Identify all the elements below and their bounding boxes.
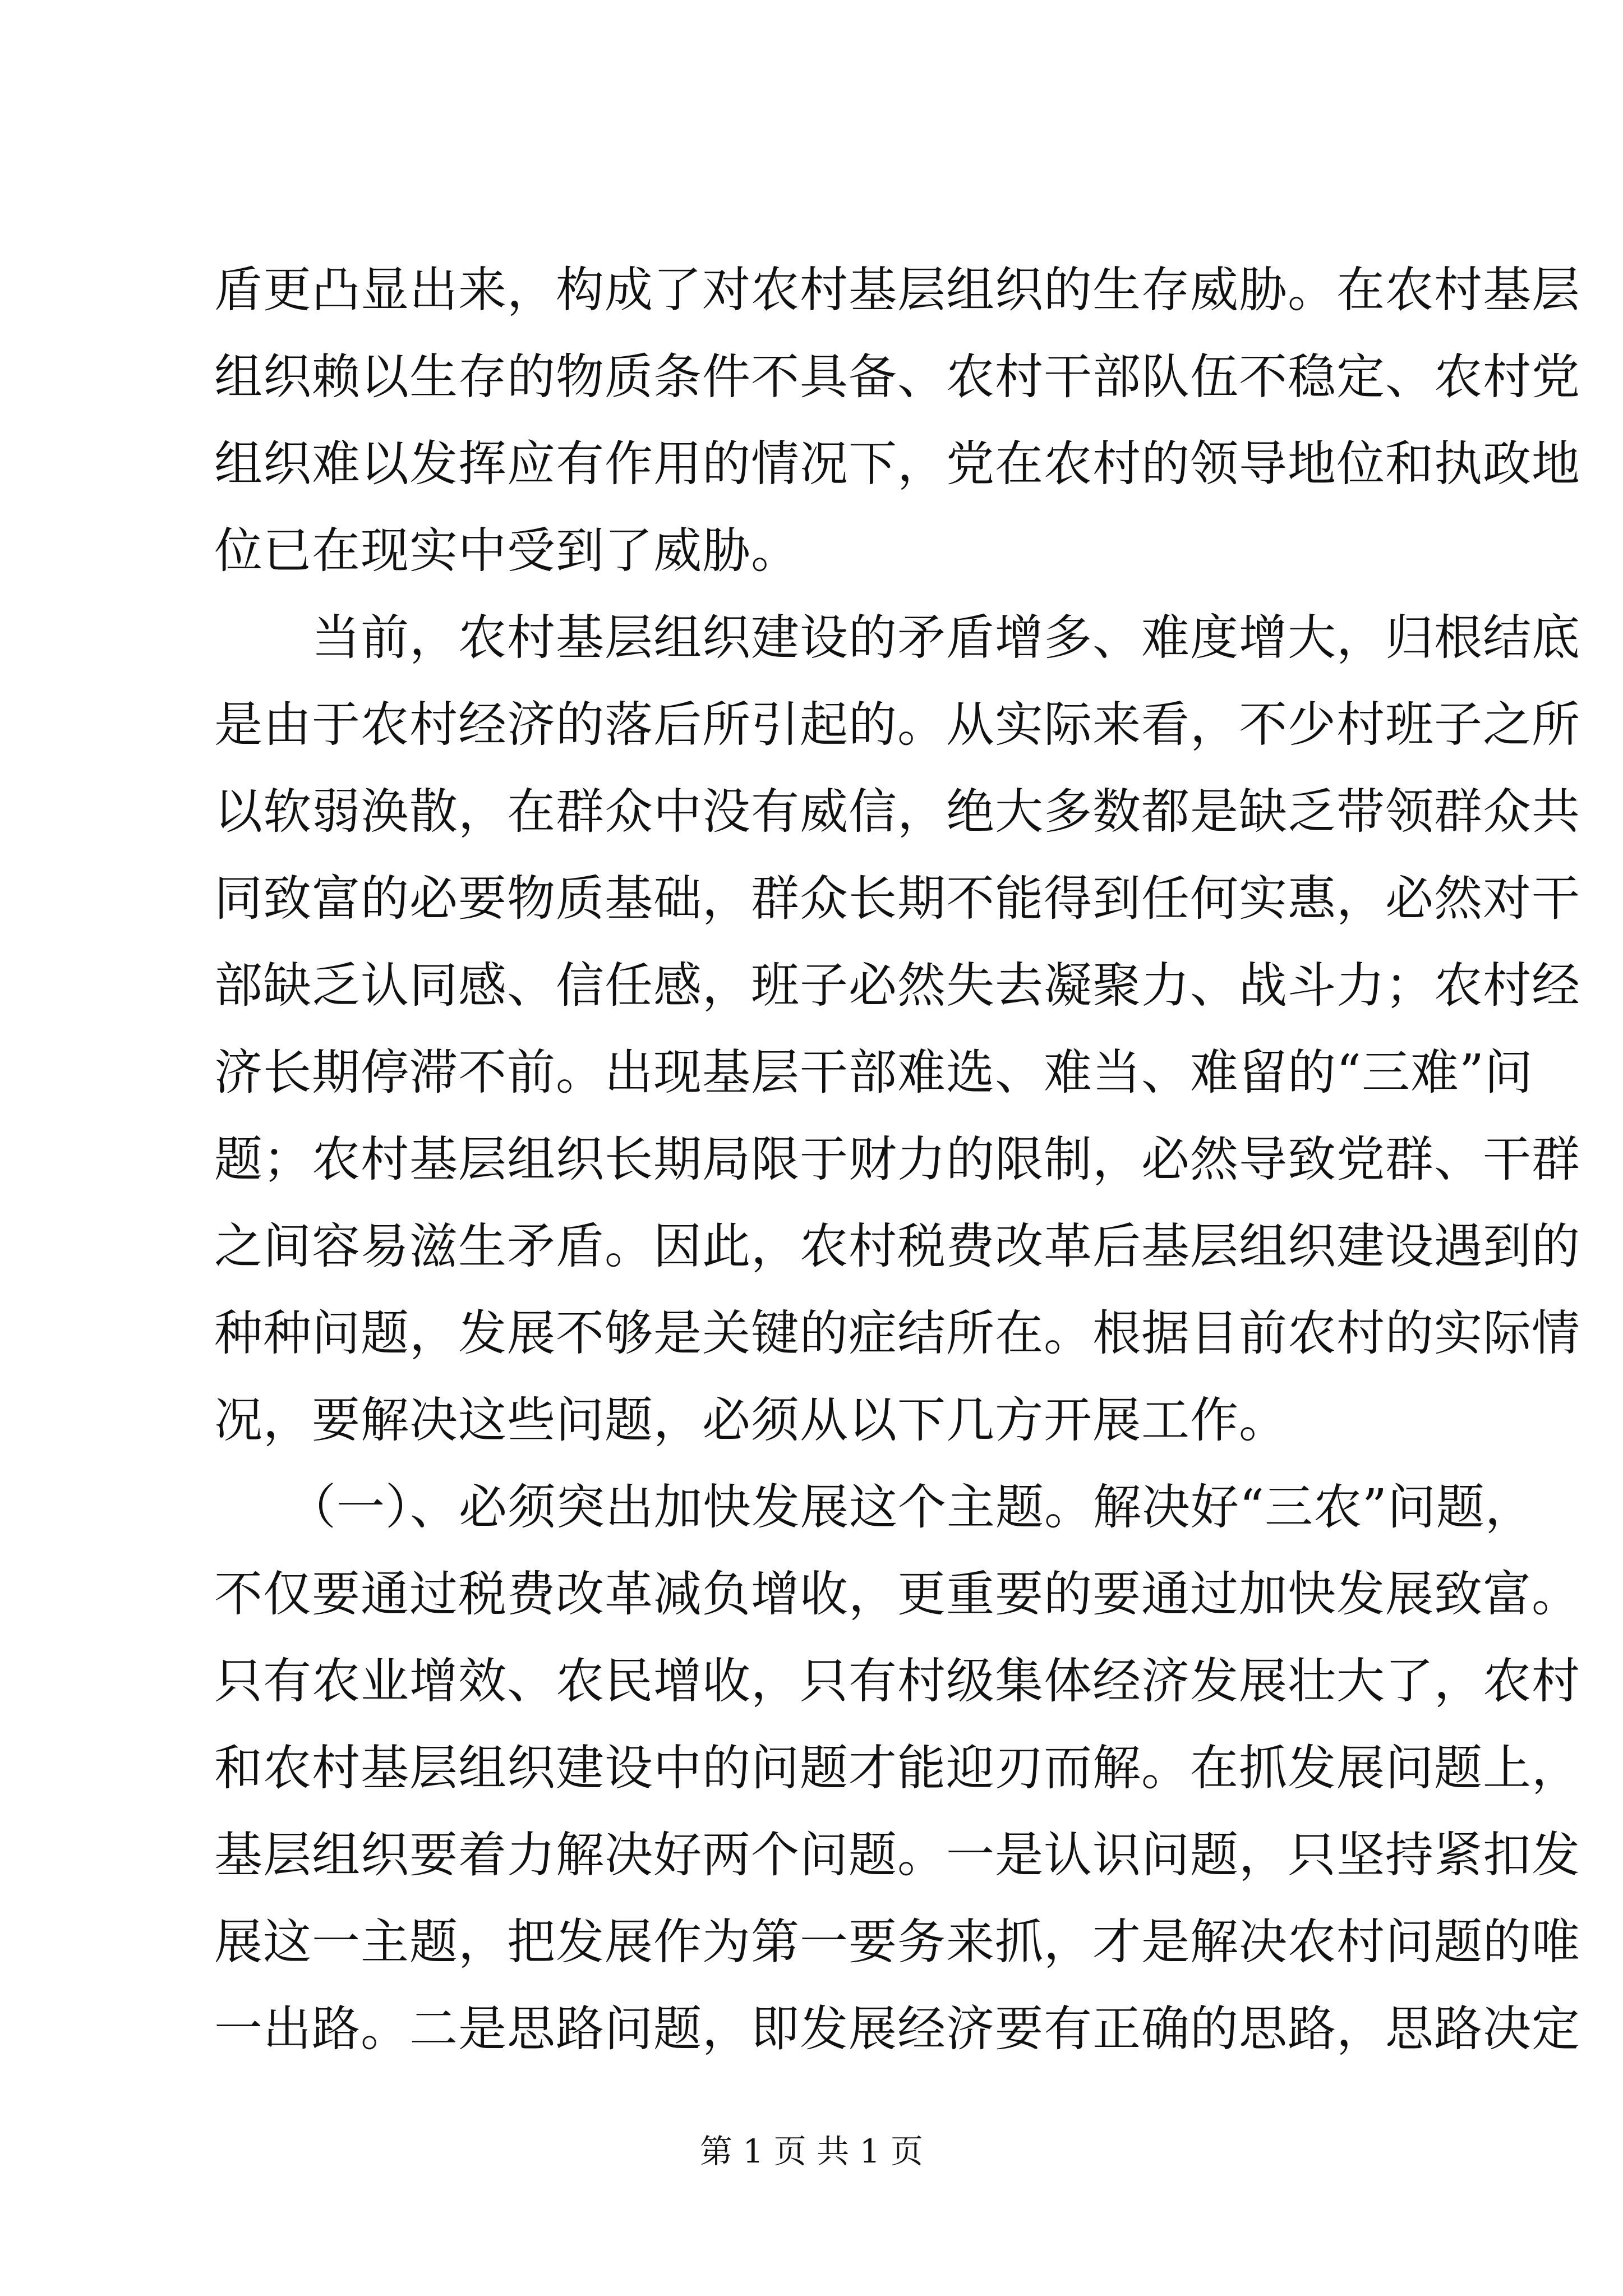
text-line: 以软弱涣散，在群众中没有威信，绝大多数都是缺乏带领群众共 [214,784,1580,840]
text-line: 济长期停滞不前。出现基层干部难选、难当、难留的“三难”问 [214,1045,1533,1101]
text-line: （一）、必须突出加快发展这个主题。解决好“三农”问题， [214,1479,1534,1535]
text-line: 基层组织要着力解决好两个问题。一是认识问题，只坚持紧扣发 [214,1827,1580,1883]
text-line: 况，要解决这些问题，必须从以下几方开展工作。 [214,1392,1288,1448]
text-line: 种种问题，发展不够是关键的症结所在。根据目前农村的实际情 [214,1305,1580,1361]
text-line: 和农村基层组织建设中的问题才能迎刃而解。在抓发展问题上， [214,1740,1580,1796]
text-line: 是由于农村经济的落后所引起的。从实际来看，不少村班子之所 [214,697,1580,753]
text-line: 当前，农村基层组织建设的矛盾增多、难度增大，归根结底 [214,610,1580,666]
text-line: 位已在现实中受到了威胁。 [214,523,800,579]
text-line: 展这一主题，把发展作为第一要务来抓，才是解决农村问题的唯 [214,1914,1580,1970]
page-number-footer: 第 1 页 共 1 页 [700,2132,923,2170]
text-line: 同致富的必要物质基础，群众长期不能得到任何实惠，必然对干 [214,871,1580,927]
text-line: 之间容易滋生矛盾。因此，农村税费改革后基层组织建设遇到的 [214,1218,1580,1274]
text-line: 组织赖以生存的物质条件不具备、农村干部队伍不稳定、农村党 [214,349,1580,405]
text-line: 组织难以发挥应有作用的情况下，党在农村的领导地位和执政地 [214,436,1580,492]
text-line: 只有农业增效、农民增收，只有村级集体经济发展壮大了，农村 [214,1653,1580,1709]
text-line: 部缺乏认同感、信任感，班子必然失去凝聚力、战斗力；农村经 [214,958,1580,1014]
text-line: 盾更凸显出来，构成了对农村基层组织的生存威胁。在农村基层 [214,262,1580,318]
text-line: 不仅要通过税费改革减负增收，更重要的要通过加快发展致富。 [214,1566,1580,1622]
text-line: 一出路。二是思路问题，即发展经济要有正确的思路，思路决定 [214,2001,1580,2057]
text-line: 题；农村基层组织长期局限于财力的限制，必然导致党群、干群 [214,1131,1580,1188]
